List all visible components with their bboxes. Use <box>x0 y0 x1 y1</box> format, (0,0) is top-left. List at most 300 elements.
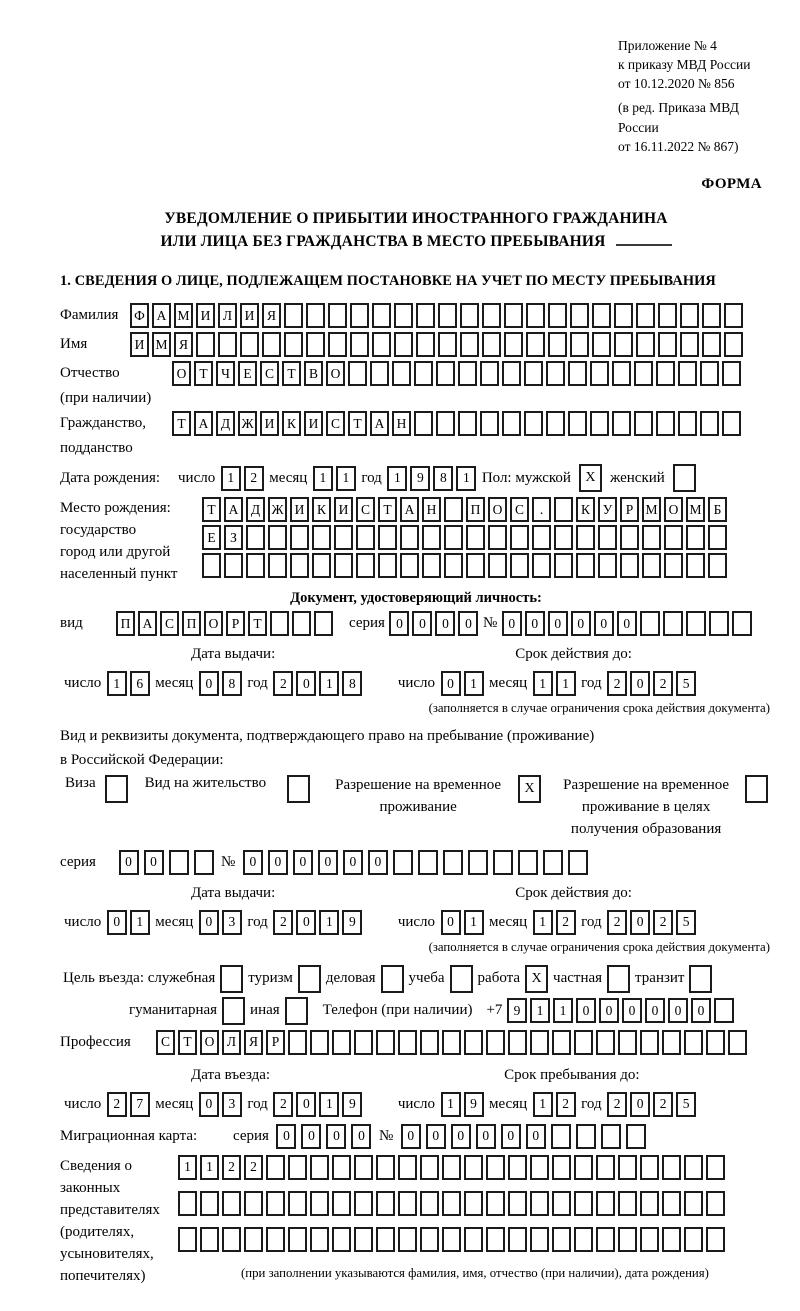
form-cell[interactable] <box>706 1030 725 1055</box>
form-cell[interactable] <box>640 1155 659 1180</box>
form-cell[interactable]: К <box>282 411 301 436</box>
checkbox-tourism[interactable] <box>298 965 321 993</box>
form-cell[interactable] <box>702 332 721 357</box>
form-cell[interactable]: П <box>182 611 201 636</box>
form-cell[interactable] <box>524 411 543 436</box>
checkbox-female[interactable] <box>673 464 696 492</box>
form-cell[interactable] <box>634 411 653 436</box>
form-cell[interactable] <box>348 361 367 386</box>
form-cell[interactable]: Ф <box>130 303 149 328</box>
form-cell[interactable] <box>640 611 660 636</box>
form-cell[interactable] <box>314 611 333 636</box>
form-cell[interactable]: 5 <box>676 1092 696 1117</box>
form-cell[interactable] <box>194 850 214 875</box>
form-cell[interactable] <box>508 1227 527 1252</box>
form-cell[interactable]: 2 <box>273 671 293 696</box>
form-cell[interactable] <box>530 1155 549 1180</box>
form-cell[interactable]: 8 <box>222 671 242 696</box>
form-cell[interactable]: 0 <box>525 611 545 636</box>
form-cell[interactable] <box>568 850 588 875</box>
form-cell[interactable] <box>568 411 587 436</box>
form-cell[interactable] <box>466 553 485 578</box>
form-cell[interactable] <box>178 1191 197 1216</box>
form-cell[interactable] <box>270 611 289 636</box>
form-cell[interactable]: 0 <box>630 1092 650 1117</box>
form-cell[interactable] <box>414 411 433 436</box>
form-cell[interactable] <box>464 1227 483 1252</box>
form-cell[interactable] <box>332 1155 351 1180</box>
form-cell[interactable] <box>722 411 741 436</box>
form-cell[interactable] <box>678 411 697 436</box>
form-cell[interactable]: 0 <box>594 611 614 636</box>
form-cell[interactable]: 9 <box>410 466 430 491</box>
form-cell[interactable]: 1 <box>319 910 339 935</box>
form-cell[interactable]: Я <box>262 303 281 328</box>
form-cell[interactable] <box>460 303 479 328</box>
form-cell[interactable]: Т <box>172 411 191 436</box>
form-cell[interactable]: 0 <box>630 910 650 935</box>
form-cell[interactable] <box>310 1227 329 1252</box>
form-cell[interactable] <box>466 525 485 550</box>
form-cell[interactable] <box>444 553 463 578</box>
form-cell[interactable] <box>464 1191 483 1216</box>
form-cell[interactable] <box>290 525 309 550</box>
form-cell[interactable]: 0 <box>622 998 642 1023</box>
form-cell[interactable] <box>416 303 435 328</box>
form-cell[interactable] <box>663 611 683 636</box>
form-cell[interactable]: К <box>312 497 331 522</box>
form-cell[interactable] <box>268 553 287 578</box>
form-cell[interactable] <box>292 611 311 636</box>
form-cell[interactable]: 1 <box>336 466 356 491</box>
form-cell[interactable]: 2 <box>273 1092 293 1117</box>
form-cell[interactable] <box>400 553 419 578</box>
form-cell[interactable]: 2 <box>653 910 673 935</box>
form-cell[interactable]: У <box>598 497 617 522</box>
form-cell[interactable]: Д <box>246 497 265 522</box>
form-cell[interactable] <box>334 553 353 578</box>
form-cell[interactable] <box>458 361 477 386</box>
form-cell[interactable]: Т <box>378 497 397 522</box>
form-cell[interactable]: Ж <box>238 411 257 436</box>
form-cell[interactable] <box>438 332 457 357</box>
form-cell[interactable]: 2 <box>653 1092 673 1117</box>
form-cell[interactable] <box>482 303 501 328</box>
form-cell[interactable] <box>306 332 325 357</box>
form-cell[interactable]: 1 <box>313 466 333 491</box>
form-cell[interactable]: П <box>116 611 135 636</box>
form-cell[interactable] <box>334 525 353 550</box>
form-cell[interactable] <box>350 332 369 357</box>
form-cell[interactable] <box>684 1191 703 1216</box>
form-cell[interactable] <box>662 1155 681 1180</box>
form-cell[interactable]: Р <box>266 1030 285 1055</box>
form-cell[interactable]: 9 <box>342 910 362 935</box>
form-cell[interactable] <box>614 332 633 357</box>
form-cell[interactable] <box>554 553 573 578</box>
form-cell[interactable]: 0 <box>318 850 338 875</box>
form-cell[interactable] <box>601 1124 621 1149</box>
form-cell[interactable]: 0 <box>401 1124 421 1149</box>
form-cell[interactable] <box>724 303 743 328</box>
checkbox-temp-residence-education[interactable] <box>745 775 768 803</box>
form-cell[interactable] <box>436 361 455 386</box>
checkbox-visa[interactable] <box>105 775 128 803</box>
form-cell[interactable] <box>642 525 661 550</box>
form-cell[interactable] <box>596 1030 615 1055</box>
form-cell[interactable]: 0 <box>268 850 288 875</box>
form-cell[interactable] <box>224 553 243 578</box>
form-cell[interactable] <box>222 1227 241 1252</box>
form-cell[interactable] <box>598 525 617 550</box>
checkbox-work[interactable]: X <box>525 965 548 993</box>
form-cell[interactable]: 0 <box>296 671 316 696</box>
form-cell[interactable] <box>706 1191 725 1216</box>
form-cell[interactable] <box>614 303 633 328</box>
form-cell[interactable] <box>684 1155 703 1180</box>
form-cell[interactable]: 0 <box>630 671 650 696</box>
checkbox-study[interactable] <box>450 965 473 993</box>
form-cell[interactable] <box>596 1155 615 1180</box>
form-cell[interactable] <box>312 553 331 578</box>
form-cell[interactable] <box>618 1227 637 1252</box>
form-cell[interactable] <box>284 332 303 357</box>
form-cell[interactable] <box>438 303 457 328</box>
form-cell[interactable]: 0 <box>645 998 665 1023</box>
form-cell[interactable]: 0 <box>343 850 363 875</box>
form-cell[interactable] <box>398 1227 417 1252</box>
form-cell[interactable] <box>266 1191 285 1216</box>
form-cell[interactable]: 2 <box>107 1092 127 1117</box>
form-cell[interactable] <box>546 361 565 386</box>
form-cell[interactable]: А <box>152 303 171 328</box>
form-cell[interactable]: 1 <box>464 671 484 696</box>
form-cell[interactable] <box>486 1227 505 1252</box>
form-cell[interactable] <box>662 1191 681 1216</box>
form-cell[interactable]: 0 <box>199 671 219 696</box>
form-cell[interactable] <box>356 525 375 550</box>
form-cell[interactable]: Ж <box>268 497 287 522</box>
form-cell[interactable] <box>416 332 435 357</box>
form-cell[interactable]: 0 <box>458 611 478 636</box>
form-cell[interactable]: 0 <box>617 611 637 636</box>
form-cell[interactable] <box>662 1227 681 1252</box>
form-cell[interactable] <box>504 303 523 328</box>
form-cell[interactable]: О <box>326 361 345 386</box>
form-cell[interactable]: 1 <box>533 671 553 696</box>
form-cell[interactable] <box>222 1191 241 1216</box>
form-cell[interactable]: Б <box>708 497 727 522</box>
form-cell[interactable]: 2 <box>222 1155 241 1180</box>
form-cell[interactable] <box>288 1227 307 1252</box>
form-cell[interactable] <box>530 1030 549 1055</box>
form-cell[interactable] <box>510 553 529 578</box>
form-cell[interactable]: С <box>260 361 279 386</box>
form-cell[interactable] <box>354 1155 373 1180</box>
form-cell[interactable] <box>246 525 265 550</box>
form-cell[interactable]: 0 <box>451 1124 471 1149</box>
form-cell[interactable]: 2 <box>273 910 293 935</box>
form-cell[interactable]: М <box>686 497 705 522</box>
form-cell[interactable]: С <box>156 1030 175 1055</box>
form-cell[interactable] <box>486 1155 505 1180</box>
form-cell[interactable] <box>612 361 631 386</box>
form-cell[interactable]: 0 <box>435 611 455 636</box>
form-cell[interactable]: С <box>510 497 529 522</box>
form-cell[interactable]: Т <box>178 1030 197 1055</box>
form-cell[interactable] <box>576 525 595 550</box>
form-cell[interactable] <box>570 303 589 328</box>
form-cell[interactable] <box>354 1191 373 1216</box>
form-cell[interactable] <box>460 332 479 357</box>
form-cell[interactable] <box>642 553 661 578</box>
form-cell[interactable]: В <box>304 361 323 386</box>
form-cell[interactable] <box>312 525 331 550</box>
form-cell[interactable] <box>592 332 611 357</box>
form-cell[interactable]: 0 <box>199 910 219 935</box>
form-cell[interactable] <box>394 332 413 357</box>
form-cell[interactable] <box>420 1155 439 1180</box>
form-cell[interactable] <box>502 411 521 436</box>
form-cell[interactable] <box>732 611 752 636</box>
form-cell[interactable]: 0 <box>501 1124 521 1149</box>
form-cell[interactable] <box>508 1030 527 1055</box>
form-cell[interactable] <box>548 332 567 357</box>
form-cell[interactable]: 9 <box>507 998 527 1023</box>
form-cell[interactable]: А <box>138 611 157 636</box>
form-cell[interactable] <box>554 525 573 550</box>
form-cell[interactable]: 0 <box>368 850 388 875</box>
form-cell[interactable] <box>328 303 347 328</box>
form-cell[interactable] <box>634 361 653 386</box>
form-cell[interactable]: 0 <box>296 1092 316 1117</box>
form-cell[interactable]: 0 <box>502 611 522 636</box>
form-cell[interactable] <box>422 525 441 550</box>
form-cell[interactable]: И <box>334 497 353 522</box>
form-cell[interactable]: И <box>240 303 259 328</box>
form-cell[interactable]: 1 <box>553 998 573 1023</box>
form-cell[interactable] <box>328 332 347 357</box>
form-cell[interactable] <box>640 1030 659 1055</box>
form-cell[interactable]: 0 <box>571 611 591 636</box>
form-cell[interactable] <box>702 303 721 328</box>
form-cell[interactable] <box>526 303 545 328</box>
form-cell[interactable]: 0 <box>426 1124 446 1149</box>
form-cell[interactable] <box>218 332 237 357</box>
form-cell[interactable] <box>376 1030 395 1055</box>
form-cell[interactable] <box>420 1227 439 1252</box>
form-cell[interactable]: 0 <box>351 1124 371 1149</box>
form-cell[interactable] <box>554 497 573 522</box>
form-cell[interactable] <box>420 1191 439 1216</box>
form-cell[interactable] <box>510 525 529 550</box>
form-cell[interactable]: Ч <box>216 361 235 386</box>
checkbox-other-purpose[interactable] <box>285 997 308 1025</box>
form-cell[interactable] <box>626 1124 646 1149</box>
form-cell[interactable] <box>376 1191 395 1216</box>
form-cell[interactable] <box>574 1227 593 1252</box>
form-cell[interactable]: 2 <box>607 910 627 935</box>
form-cell[interactable] <box>656 411 675 436</box>
form-cell[interactable]: 6 <box>130 671 150 696</box>
form-cell[interactable] <box>332 1227 351 1252</box>
form-cell[interactable]: 1 <box>533 1092 553 1117</box>
form-cell[interactable] <box>444 525 463 550</box>
form-cell[interactable]: 0 <box>326 1124 346 1149</box>
form-cell[interactable]: Л <box>218 303 237 328</box>
form-cell[interactable] <box>656 361 675 386</box>
form-cell[interactable] <box>680 332 699 357</box>
form-cell[interactable]: 1 <box>556 671 576 696</box>
form-cell[interactable] <box>504 332 523 357</box>
form-cell[interactable]: 5 <box>676 671 696 696</box>
form-cell[interactable]: З <box>224 525 243 550</box>
form-cell[interactable] <box>458 411 477 436</box>
form-cell[interactable] <box>200 1191 219 1216</box>
form-cell[interactable] <box>620 525 639 550</box>
form-cell[interactable]: 2 <box>556 910 576 935</box>
checkbox-business[interactable] <box>381 965 404 993</box>
form-cell[interactable]: А <box>370 411 389 436</box>
form-cell[interactable]: 1 <box>107 671 127 696</box>
form-cell[interactable]: А <box>224 497 243 522</box>
form-cell[interactable] <box>700 411 719 436</box>
form-cell[interactable] <box>422 553 441 578</box>
form-cell[interactable] <box>658 303 677 328</box>
form-cell[interactable]: 1 <box>178 1155 197 1180</box>
form-cell[interactable] <box>290 553 309 578</box>
form-cell[interactable] <box>370 361 389 386</box>
form-cell[interactable] <box>200 1227 219 1252</box>
form-cell[interactable]: Т <box>202 497 221 522</box>
form-cell[interactable] <box>686 611 706 636</box>
form-cell[interactable] <box>658 332 677 357</box>
form-cell[interactable]: 1 <box>530 998 550 1023</box>
form-cell[interactable]: 2 <box>244 466 264 491</box>
form-cell[interactable] <box>576 553 595 578</box>
form-cell[interactable] <box>356 553 375 578</box>
form-cell[interactable] <box>266 1155 285 1180</box>
checkbox-transit[interactable] <box>689 965 712 993</box>
form-cell[interactable] <box>596 1227 615 1252</box>
form-cell[interactable]: Т <box>248 611 267 636</box>
form-cell[interactable]: 0 <box>412 611 432 636</box>
form-cell[interactable]: 2 <box>607 1092 627 1117</box>
form-cell[interactable] <box>636 332 655 357</box>
form-cell[interactable] <box>592 303 611 328</box>
form-cell[interactable]: Е <box>202 525 221 550</box>
form-cell[interactable] <box>552 1191 571 1216</box>
form-cell[interactable] <box>196 332 215 357</box>
form-cell[interactable] <box>709 611 729 636</box>
form-cell[interactable]: С <box>356 497 375 522</box>
form-cell[interactable] <box>508 1191 527 1216</box>
form-cell[interactable] <box>420 1030 439 1055</box>
form-cell[interactable]: 0 <box>293 850 313 875</box>
form-cell[interactable] <box>722 361 741 386</box>
form-cell[interactable] <box>714 998 734 1023</box>
form-cell[interactable] <box>246 553 265 578</box>
form-cell[interactable]: 0 <box>668 998 688 1023</box>
form-cell[interactable] <box>354 1227 373 1252</box>
form-cell[interactable]: 0 <box>576 998 596 1023</box>
form-cell[interactable]: И <box>304 411 323 436</box>
form-cell[interactable]: И <box>290 497 309 522</box>
form-cell[interactable] <box>442 1155 461 1180</box>
form-cell[interactable]: 0 <box>144 850 164 875</box>
form-cell[interactable] <box>288 1155 307 1180</box>
form-cell[interactable]: О <box>200 1030 219 1055</box>
form-cell[interactable]: 2 <box>607 671 627 696</box>
form-cell[interactable]: 3 <box>222 910 242 935</box>
form-cell[interactable] <box>548 303 567 328</box>
form-cell[interactable]: 0 <box>276 1124 296 1149</box>
form-cell[interactable]: С <box>326 411 345 436</box>
form-cell[interactable]: О <box>664 497 683 522</box>
form-cell[interactable] <box>518 850 538 875</box>
checkbox-male[interactable]: X <box>579 464 602 492</box>
form-cell[interactable] <box>708 525 727 550</box>
form-cell[interactable] <box>284 303 303 328</box>
form-cell[interactable] <box>240 332 259 357</box>
form-cell[interactable]: 1 <box>130 910 150 935</box>
form-cell[interactable] <box>590 411 609 436</box>
form-cell[interactable] <box>464 1030 483 1055</box>
form-cell[interactable]: 0 <box>599 998 619 1023</box>
form-cell[interactable] <box>551 1124 571 1149</box>
form-cell[interactable] <box>664 553 683 578</box>
form-cell[interactable] <box>598 553 617 578</box>
form-cell[interactable] <box>332 1030 351 1055</box>
form-cell[interactable] <box>244 1191 263 1216</box>
form-cell[interactable]: Т <box>194 361 213 386</box>
form-cell[interactable] <box>372 332 391 357</box>
form-cell[interactable]: С <box>160 611 179 636</box>
form-cell[interactable] <box>418 850 438 875</box>
form-cell[interactable] <box>288 1191 307 1216</box>
form-cell[interactable]: 0 <box>301 1124 321 1149</box>
form-cell[interactable]: 8 <box>342 671 362 696</box>
form-cell[interactable] <box>596 1191 615 1216</box>
form-cell[interactable] <box>482 332 501 357</box>
form-cell[interactable] <box>724 332 743 357</box>
form-cell[interactable] <box>508 1155 527 1180</box>
form-cell[interactable] <box>376 1227 395 1252</box>
form-cell[interactable]: О <box>204 611 223 636</box>
form-cell[interactable] <box>530 1227 549 1252</box>
form-cell[interactable] <box>543 850 563 875</box>
form-cell[interactable] <box>376 1155 395 1180</box>
form-cell[interactable] <box>640 1191 659 1216</box>
form-cell[interactable]: 0 <box>441 671 461 696</box>
form-cell[interactable]: 7 <box>130 1092 150 1117</box>
form-cell[interactable] <box>532 553 551 578</box>
form-cell[interactable] <box>532 525 551 550</box>
form-cell[interactable]: Я <box>174 332 193 357</box>
form-cell[interactable] <box>700 361 719 386</box>
form-cell[interactable] <box>372 303 391 328</box>
form-cell[interactable]: Я <box>244 1030 263 1055</box>
form-cell[interactable] <box>442 1227 461 1252</box>
form-cell[interactable] <box>266 1227 285 1252</box>
form-cell[interactable]: И <box>260 411 279 436</box>
form-cell[interactable]: 9 <box>464 1092 484 1117</box>
form-cell[interactable] <box>354 1030 373 1055</box>
form-cell[interactable] <box>684 1030 703 1055</box>
form-cell[interactable] <box>618 1155 637 1180</box>
form-cell[interactable] <box>486 1191 505 1216</box>
form-cell[interactable] <box>636 303 655 328</box>
